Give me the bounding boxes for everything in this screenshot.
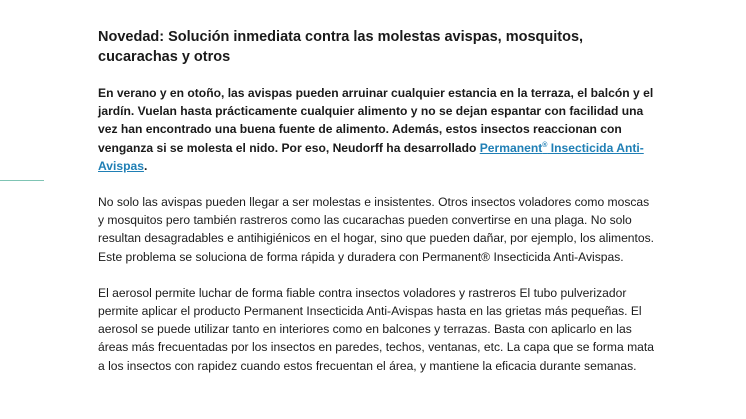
intro-end: . [143,158,148,173]
article-body [98,27,658,375]
article-title: Novedad: Solución inmediata contra las molestas avispas, mosquitos, cucarachas y otros [98,29,584,65]
margin-rule [0,180,44,181]
product-link-rest: Insecticida Anti-Avispas [98,140,644,173]
registered-mark: ® [542,141,548,149]
intro-text: En verano y en otoño, las avispas pueden arruinar cualquier estancia en la terraza, el balcón y el jardín. Vuelan hasta prácticamente cualquier alimento y no se dejan espantar con facilidad una vez han encontrado una buena fuente de alimento. Además, estos insectos reaccionan con venganza si se molesta el nido. Por eso, Neudorff ha desarrollado [98,86,654,155]
intro-paragraph [98,84,658,175]
product-link-name: Permanent [479,140,543,155]
body-paragraph-3: El aerosol permite luchar de forma fiable contra insectos voladores y rastreros El tubo pulverizador permite aplicar el producto Permanent Insecticida Anti-Avispas hasta en las grietas más pequeñas. El aerosol se puede utilizar tanto en interiores como en balcones y terrazas. Basta con aplicarlo en las áreas más frecuentadas por los insectos en paredes, techos, ventanas, etc. La capa que se forma mata a los insectos con rapidez cuando estos frecuentan el área, y mantiene la eficacia durante semanas. [98,285,654,373]
body-paragraph-2: No solo las avispas pueden llegar a ser molestas e insistentes. Otros insectos voladores como moscas y mosquitos pero también rastreros como las cucarachas pueden convertirse en una plaga. No solo resultan desagradables e antihigiénicos en el hogar, sino que pueden dañar, por ejemplo, los alimentos. Este problema se soluciona de forma rápida y duradera con Permanent® Insecticida Anti-Avispas. [98,195,655,264]
